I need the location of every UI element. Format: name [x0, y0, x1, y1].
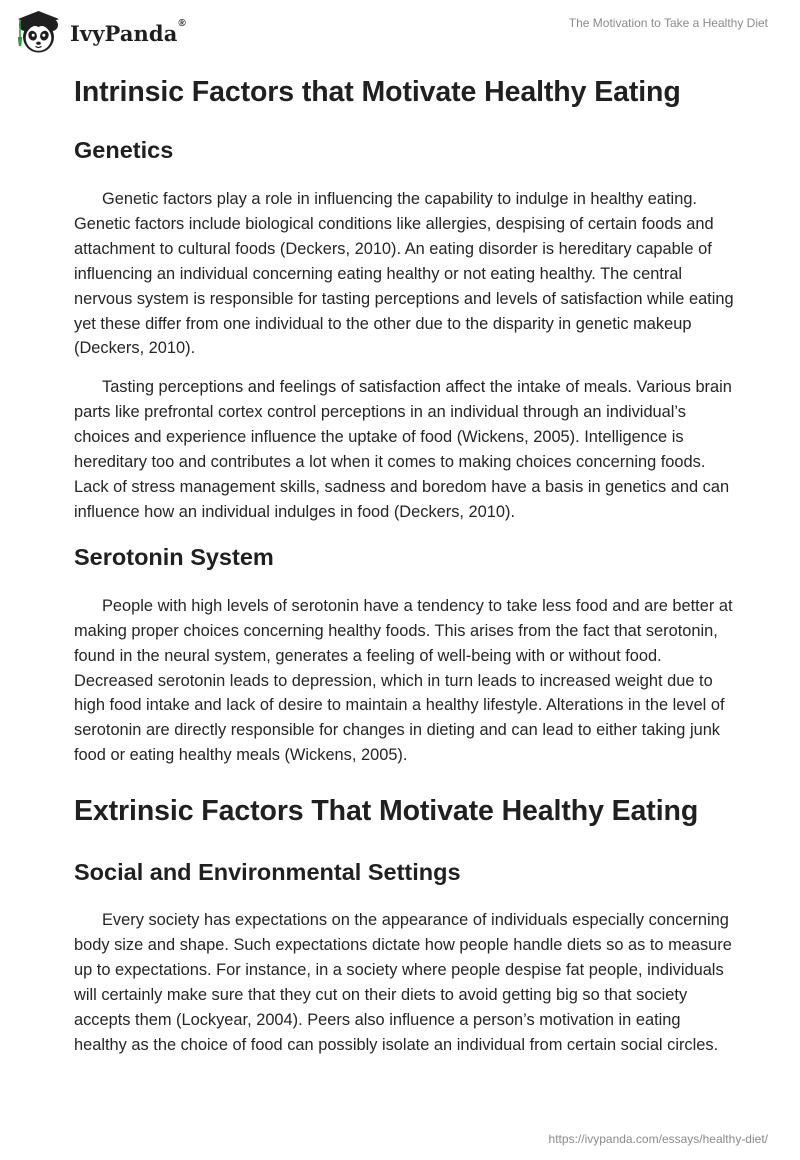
running-title: The Motivation to Take a Healthy Diet	[568, 16, 768, 30]
section-heading-extrinsic: Extrinsic Factors That Motivate Healthy Eating	[74, 795, 699, 828]
ivypanda-logo[interactable]	[14, 8, 186, 56]
subsection-heading-serotonin: Serotonin System	[74, 543, 274, 570]
paragraph-genetics-2: Tasting perceptions and feelings of satisfaction affect the intake of meals. Various brain parts like prefrontal cortex control perceptions in an individual through an individual’s choices and experience influence the uptake of food (Wickens, 2005). Intelligence is hereditary too and contributes a lot when it comes to making choices concerning foods. Lack of stress management skills, sadness and boredom have a basis in genetics and can influence how an individual indulges in food (Deckers, 2010).	[74, 378, 732, 521]
essay-content	[74, 66, 734, 1058]
paragraph-social-1: Every society has expectations on the appearance of individuals especially concerning body size and shape. Such expectations dictate how people handle diets so as to measure up to expectations. For instance, in a society where people despise fat people, individuals will certainly make sure that they cut on their diets to avoid getting big so that society accepts them (Lockyear, 2004). Peers also influence a person’s motivation in eating healthy as the choice of food can possibly isolate an individual from certain social circles.	[74, 911, 732, 1054]
panda-graduate-icon	[14, 8, 64, 56]
registered-mark: ®	[178, 17, 186, 29]
source-url[interactable]: https://ivypanda.com/essays/healthy-diet/	[548, 1132, 768, 1146]
brand-name-text: IvyPanda	[70, 20, 178, 46]
subsection-heading-genetics: Genetics	[74, 137, 174, 163]
section-heading-intrinsic: Intrinsic Factors that Motivate Healthy Eating	[74, 76, 681, 108]
paragraph-serotonin-1: People with high levels of serotonin have a tendency to take less food and are better at making proper choices concerning healthy foods. This arises from the fact that serotonin, found in the neural system, generates a feeling of well-being with or without food. Decreased serotonin leads to depression, which in turn leads to increased weight due to high food intake and lack of desire to maintain a healthy lifestyle. Alterations in the level of serotonin are directly responsible for changes in dieting and can lead to either taking junk food or eating healthy meals (Wickens, 2005).	[74, 596, 733, 765]
paragraph-genetics-1: Genetic factors play a role in influencing the capability to indulge in healthy eating. Genetic factors include biological conditions like allergies, despising of certain foods and attachment to cultural foods (Deckers, 2010). An eating disorder is hereditary capable of influencing an individual concerning eating healthy or not eating healthy. The central nervous system is responsible for tasting perceptions and levels of satisfaction while eating yet these differ from one individual to the other due to the disparity in genetic makeup (Deckers, 2010).	[74, 190, 734, 358]
subsection-heading-social: Social and Environmental Settings	[74, 859, 461, 886]
page-header	[0, 0, 800, 64]
brand-name	[70, 17, 186, 46]
